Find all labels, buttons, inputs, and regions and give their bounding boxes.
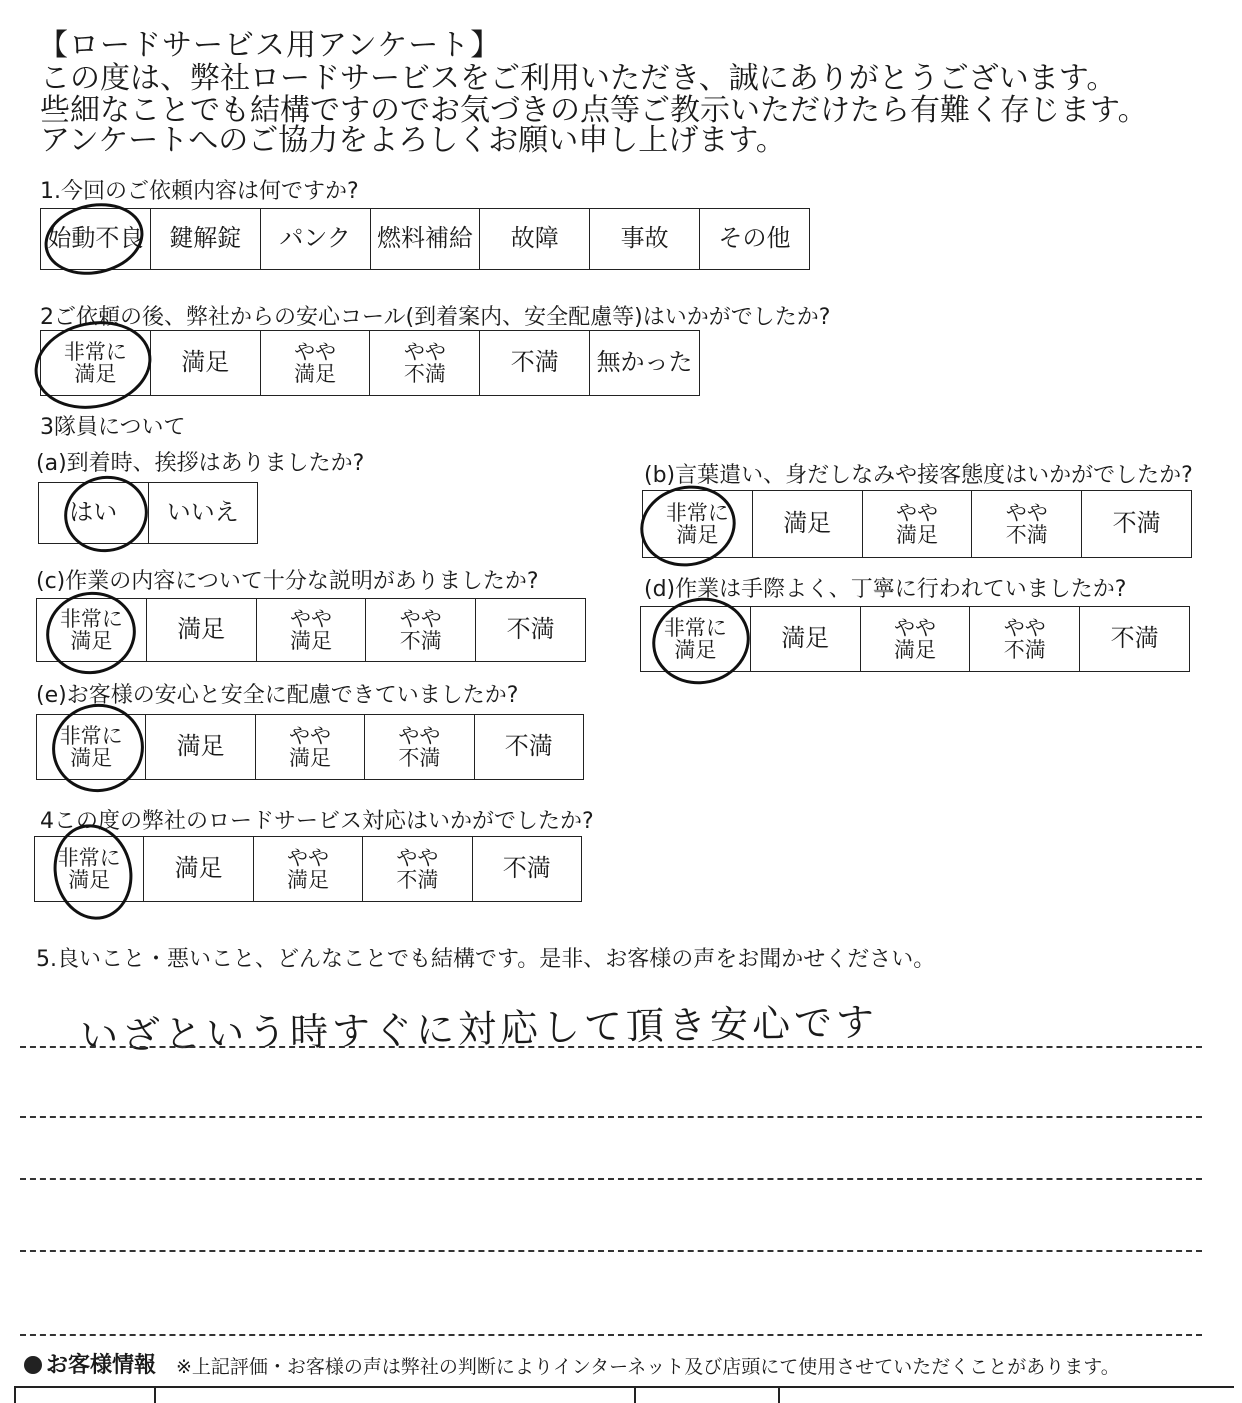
q3c-option[interactable]: 不満 (476, 599, 586, 662)
handwritten-answer[interactable]: いざという時すぐに対応して頂き安心です (79, 1000, 879, 1058)
q2-option[interactable]: 非常に 満足 (41, 331, 151, 396)
q5-label: 5.良いこと・悪いこと、どんなことでも結構です。是非、お客様の声をお聞かせください。 (36, 947, 936, 972)
q3b-label: (b)言葉遣い、身だしなみや接客態度はいかがでしたか? (644, 463, 1193, 488)
q4-label: 4この度の弊社のロードサービス対応はいかがでしたか? (40, 809, 594, 834)
q4-option[interactable]: 非常に 満足 (35, 837, 144, 902)
answer-line (20, 1046, 1202, 1048)
q3d-option[interactable]: やや 満足 (860, 607, 970, 672)
q3e-option[interactable]: 不満 (474, 715, 583, 780)
q1-options (40, 208, 810, 270)
q3c-option[interactable]: やや 不満 (366, 599, 476, 662)
q2-options (40, 330, 700, 396)
q3c-option[interactable]: やや 満足 (256, 599, 366, 662)
answer-line (20, 1178, 1202, 1180)
q2-option[interactable]: 無かった (590, 331, 700, 396)
q3d-option[interactable]: 不満 (1080, 607, 1190, 672)
intro-line-3: アンケートへのご協力をよろしくお願い申し上げます。 (40, 123, 786, 158)
q3a-option[interactable]: はい (39, 483, 149, 544)
q3c-option[interactable]: 満足 (146, 599, 256, 662)
answer-line (20, 1116, 1202, 1118)
q3-label: 3隊員について (40, 415, 186, 440)
q3d-option[interactable]: やや 不満 (970, 607, 1080, 672)
q3c-options (36, 598, 586, 662)
q1-option[interactable]: 故障 (480, 209, 590, 270)
q1-option[interactable]: 始動不良 (41, 209, 151, 270)
q1-option[interactable]: 事故 (590, 209, 700, 270)
q3d-label: (d)作業は手際よく、丁寧に行われていましたか? (644, 577, 1127, 602)
q2-option[interactable]: 不満 (480, 331, 590, 396)
q3d-option[interactable]: 非常に 満足 (641, 607, 751, 672)
q1-label: 1.今回のご依頼内容は何ですか? (40, 179, 359, 204)
q3c-label: (c)作業の内容について十分な説明がありましたか? (36, 569, 539, 594)
q2-option[interactable]: やや 満足 (260, 331, 370, 396)
intro-line-2: 些細なことでも結構ですのでお気づきの点等ご教示いただけたら有難く存じます。 (40, 93, 1148, 128)
q4-options (34, 836, 582, 902)
q3e-label: (e)お客様の安心と安全に配慮できていましたか? (36, 683, 519, 708)
intro-line-1: この度は、弊社ロードサービスをご利用いただき、誠にありがとうございます。 (40, 61, 1117, 96)
q3b-option[interactable]: 不満 (1082, 491, 1192, 558)
q3d-options (640, 606, 1190, 672)
q3b-option[interactable]: 満足 (752, 491, 862, 558)
q2-option[interactable]: 満足 (150, 331, 260, 396)
q3e-options (36, 714, 584, 780)
q4-option[interactable]: やや 不満 (363, 837, 472, 902)
q3e-option[interactable]: やや 満足 (255, 715, 364, 780)
answer-line (20, 1334, 1202, 1336)
survey-title: 【ロードサービス用アンケート】 (38, 28, 502, 63)
q3e-option[interactable]: やや 不満 (365, 715, 474, 780)
q3a-label: (a)到着時、挨拶はありましたか? (36, 451, 365, 476)
q1-option[interactable]: パンク (260, 209, 370, 270)
q2-label: 2ご依頼の後、弊社からの安心コール(到着案内、安全配慮等)はいかがでしたか? (40, 305, 831, 330)
q3a-option[interactable]: いいえ (148, 483, 258, 544)
q3d-option[interactable]: 満足 (750, 607, 860, 672)
customer-info-table (14, 1386, 1234, 1403)
q3b-option[interactable]: 非常に 満足 (643, 491, 753, 558)
q2-option[interactable]: やや 不満 (370, 331, 480, 396)
bullet-icon (24, 1356, 42, 1374)
customer-info-note: ※上記評価・お客様の声は弊社の判断によりインターネット及び店頭にて使用させていただくことがあります。 (176, 1356, 1120, 1378)
q1-option[interactable]: 鍵解錠 (150, 209, 260, 270)
q3e-option[interactable]: 満足 (146, 715, 255, 780)
customer-info-title: お客様情報 (24, 1348, 156, 1379)
answer-line (20, 1250, 1202, 1252)
q4-option[interactable]: 満足 (144, 837, 253, 902)
q3a-options (38, 482, 258, 544)
q3b-options (642, 490, 1192, 558)
q4-option[interactable]: やや 満足 (253, 837, 362, 902)
q3e-option[interactable]: 非常に 満足 (37, 715, 146, 780)
q3b-option[interactable]: やや 満足 (862, 491, 972, 558)
q3b-option[interactable]: やや 不満 (972, 491, 1082, 558)
q3c-option[interactable]: 非常に 満足 (37, 599, 147, 662)
q1-option[interactable]: 燃料補給 (370, 209, 480, 270)
q1-option[interactable]: その他 (700, 209, 810, 270)
q4-option[interactable]: 不満 (472, 837, 581, 902)
